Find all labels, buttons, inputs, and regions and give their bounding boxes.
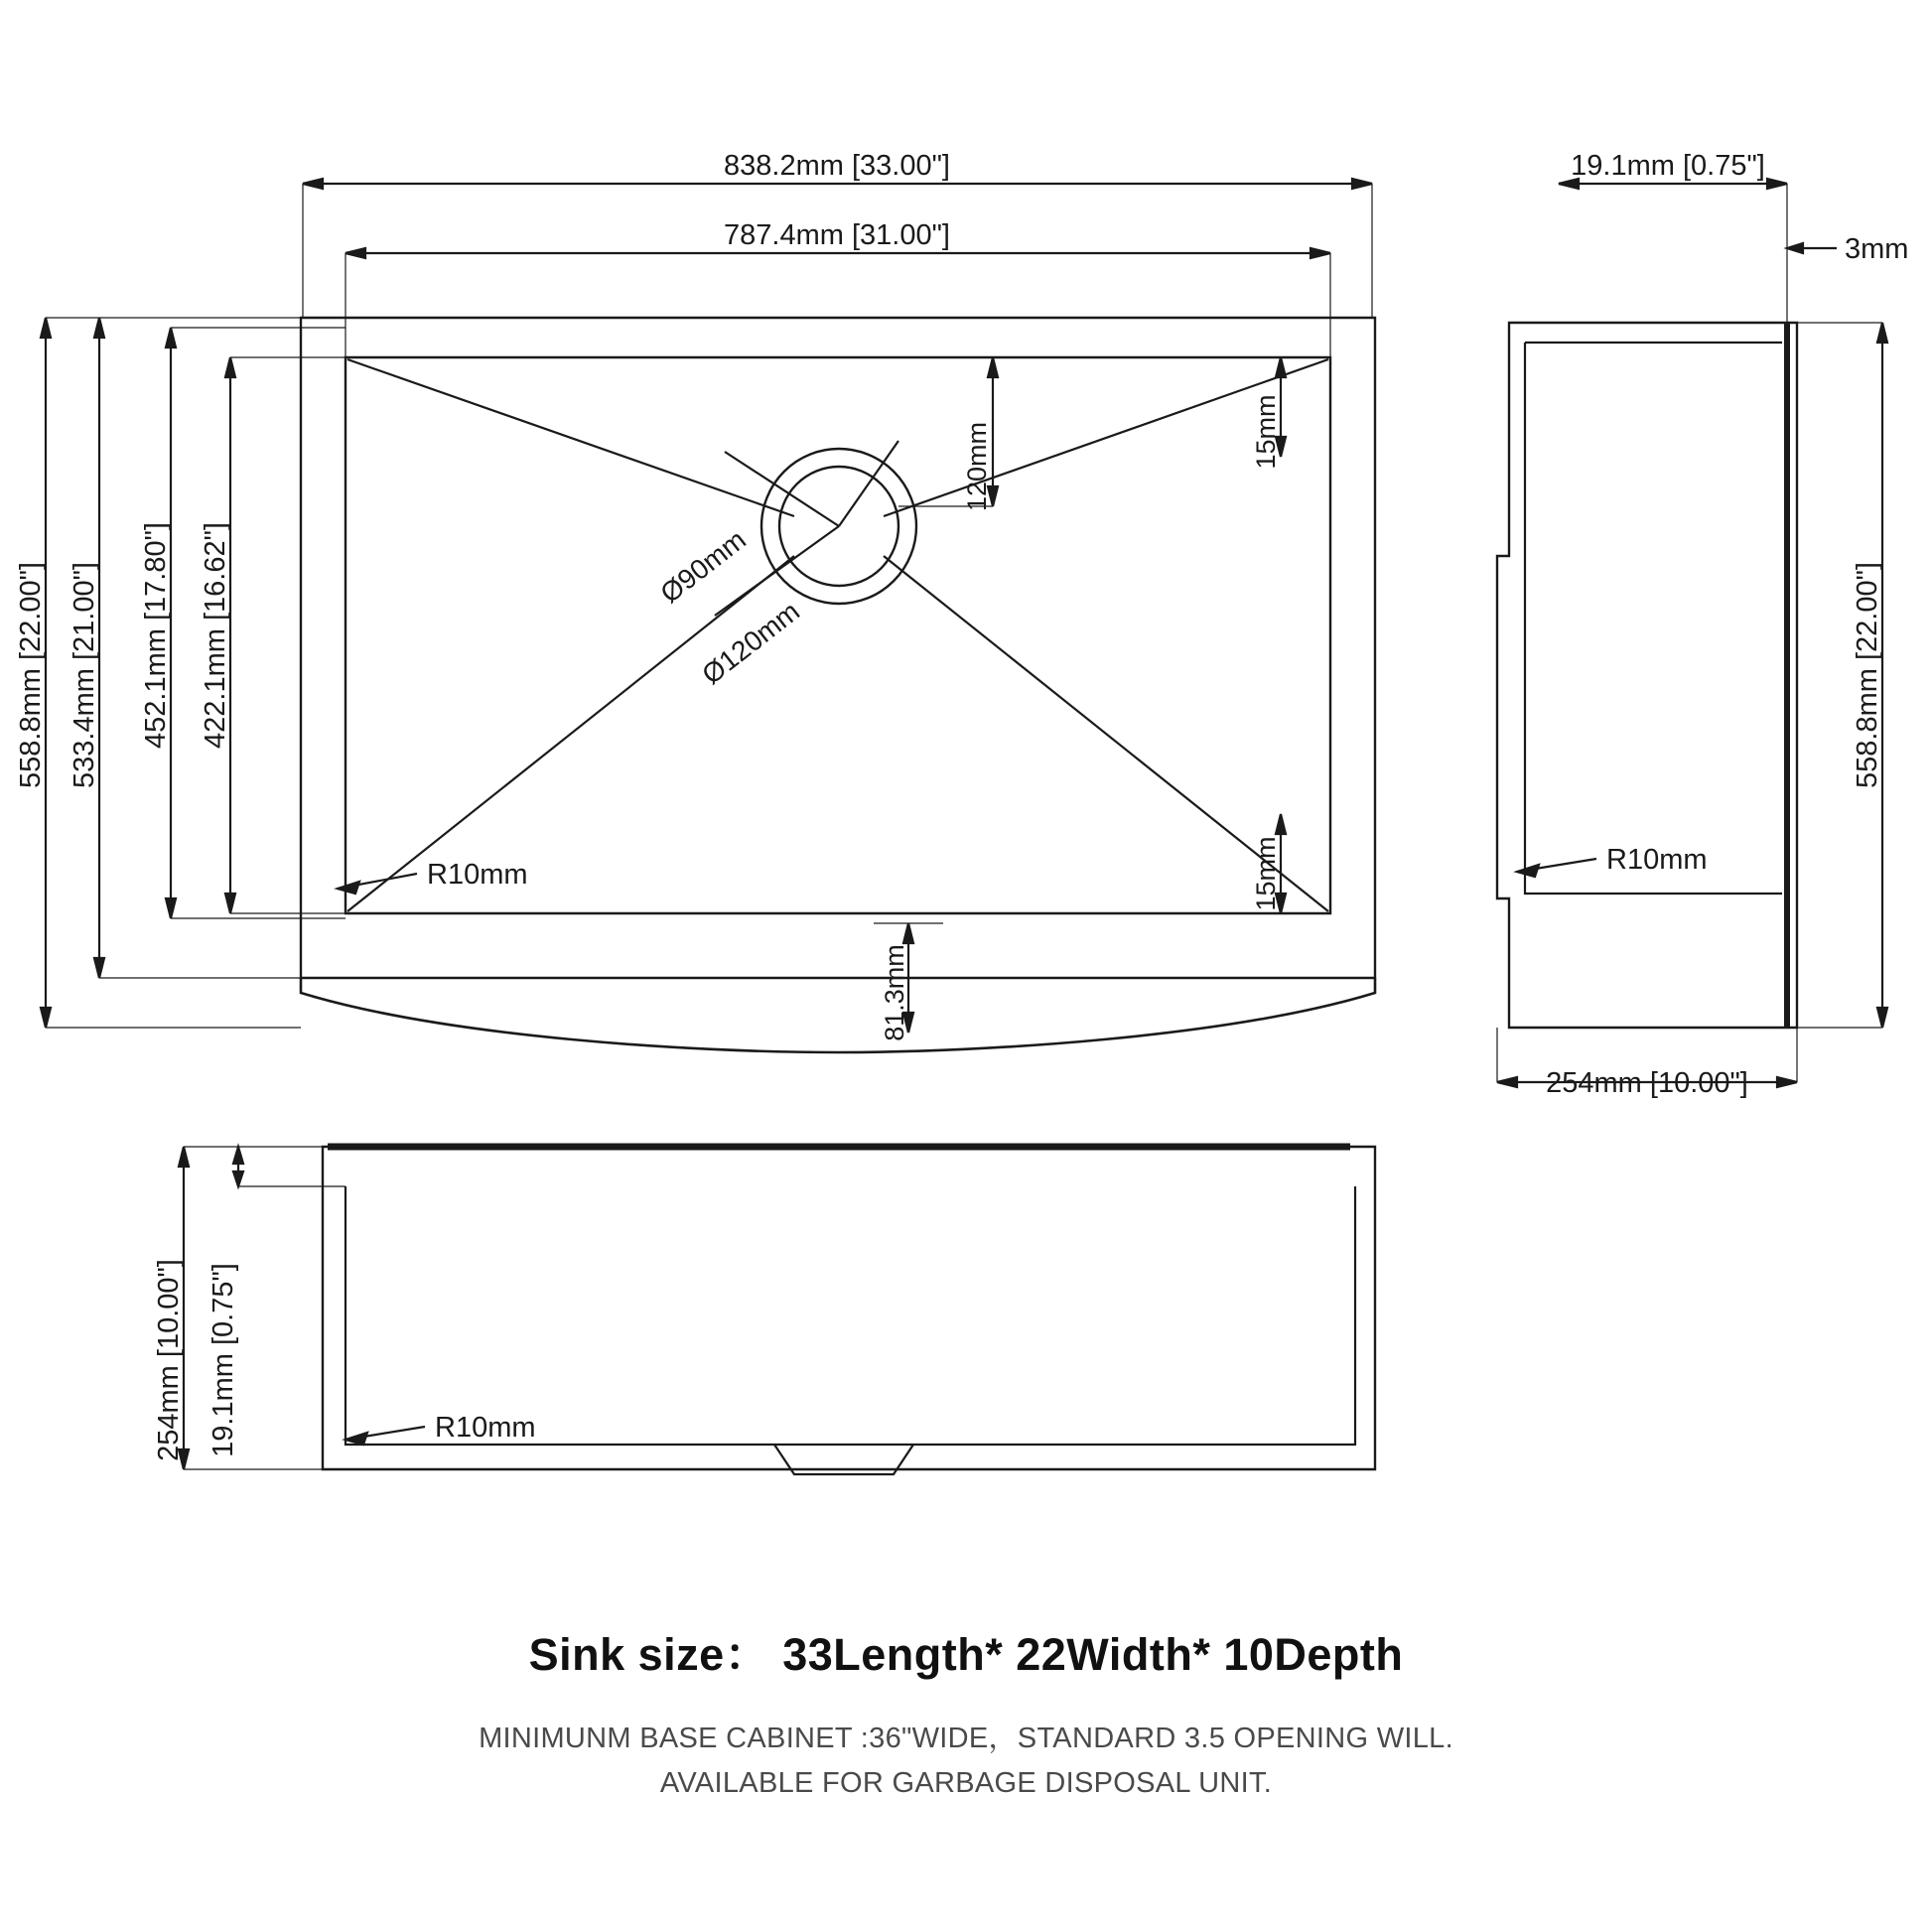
label-side-corner-radius: R10mm bbox=[1606, 844, 1708, 876]
arrow-558-bottom bbox=[41, 1008, 51, 1028]
label-side-wall-thickness: 3mm bbox=[1845, 233, 1909, 265]
label-front-corner-radius: R10mm bbox=[435, 1412, 536, 1444]
slope-line-bl bbox=[347, 556, 794, 911]
label-inner-width: 787.4mm [31.00"] bbox=[724, 219, 950, 251]
top-view-group bbox=[41, 179, 1375, 1052]
r10-arrow-front bbox=[345, 1433, 367, 1445]
sink-size-title: Sink size： 33Length* 22Width* 10Depth bbox=[528, 1629, 1404, 1680]
label-drain-inner-dia: Ø90mm bbox=[654, 523, 752, 610]
label-overall-depth: 558.8mm [22.00"] bbox=[15, 562, 47, 788]
arrow-787-right bbox=[1311, 248, 1330, 258]
label-corner-radius-top: R10mm bbox=[427, 859, 528, 891]
arrow-15-top-a bbox=[1276, 357, 1286, 377]
drain-leader-3 bbox=[725, 452, 839, 526]
arrow-558-top bbox=[41, 318, 51, 338]
side-view-group bbox=[1497, 179, 1887, 1087]
arrow-120-a bbox=[988, 357, 998, 377]
arrow-533-top bbox=[94, 318, 104, 338]
label-depth-2: 533.4mm [21.00"] bbox=[69, 562, 100, 788]
front-view-bowl bbox=[345, 1186, 1355, 1445]
arrow-533-bottom bbox=[94, 958, 104, 978]
side-view-outline bbox=[1497, 323, 1797, 1028]
label-apron-height: 81.3mm bbox=[880, 944, 909, 1041]
arrow-838-left bbox=[303, 179, 323, 189]
label-depth-4: 422.1mm [16.62"] bbox=[200, 522, 231, 749]
cabinet-note-line-2: AVAILABLE FOR GARBAGE DISPOSAL UNIT. bbox=[659, 1766, 1273, 1799]
caption-block bbox=[0, 1618, 1932, 1806]
arrow-254-side-b bbox=[1777, 1077, 1797, 1087]
dimension-labels bbox=[15, 150, 1908, 1461]
label-drain-outer-dia: Ø120mm bbox=[696, 595, 806, 691]
cabinet-note-line-1: MINIMUNM BASE CABINET :36"WIDE，STANDARD 3.5 OPENING WILL. bbox=[479, 1723, 1453, 1754]
arrow-558-side-a bbox=[1877, 323, 1887, 343]
arrow-15-bot-a bbox=[1276, 814, 1286, 834]
label-depth-3: 452.1mm [17.80"] bbox=[140, 522, 172, 749]
arrow-191-side-b bbox=[1767, 179, 1787, 189]
arrow-191-front-a bbox=[233, 1147, 243, 1164]
front-view-group bbox=[179, 1147, 1375, 1474]
arrow-422-bottom bbox=[225, 894, 235, 913]
arrow-81-a bbox=[903, 923, 913, 943]
arrow-254-front-a bbox=[179, 1147, 189, 1167]
label-corner-inset-bottom: 15mm bbox=[1251, 836, 1281, 911]
arrow-452-top bbox=[166, 328, 176, 347]
side-view-bowl-line bbox=[1525, 343, 1782, 894]
label-side-rim-thickness: 19.1mm [0.75"] bbox=[1571, 150, 1765, 182]
arrow-838-right bbox=[1352, 179, 1372, 189]
arrow-787-left bbox=[345, 248, 365, 258]
label-corner-inset-top: 15mm bbox=[1251, 394, 1281, 470]
r10-arrow-side bbox=[1517, 865, 1539, 877]
slope-line-tl bbox=[347, 359, 794, 516]
arrow-422-top bbox=[225, 357, 235, 377]
label-front-rim-thickness: 19.1mm [0.75"] bbox=[207, 1263, 239, 1457]
top-view-apron-curve bbox=[301, 978, 1375, 1052]
label-drain-offset: 120mm bbox=[962, 421, 992, 512]
arrow-558-side-b bbox=[1877, 1008, 1887, 1028]
label-overall-width: 838.2mm [33.00"] bbox=[724, 150, 950, 182]
arrow-452-bottom bbox=[166, 898, 176, 918]
arrow-191-front-b bbox=[233, 1172, 243, 1186]
label-side-depth: 254mm [10.00"] bbox=[1546, 1067, 1748, 1099]
arrow-254-side-a bbox=[1497, 1077, 1517, 1087]
arrow-3mm bbox=[1787, 243, 1803, 253]
label-front-depth: 254mm [10.00"] bbox=[153, 1259, 185, 1461]
top-view-bowl bbox=[345, 357, 1330, 913]
label-side-height: 558.8mm [22.00"] bbox=[1852, 562, 1883, 788]
r10-arrow-top-view bbox=[338, 882, 359, 894]
